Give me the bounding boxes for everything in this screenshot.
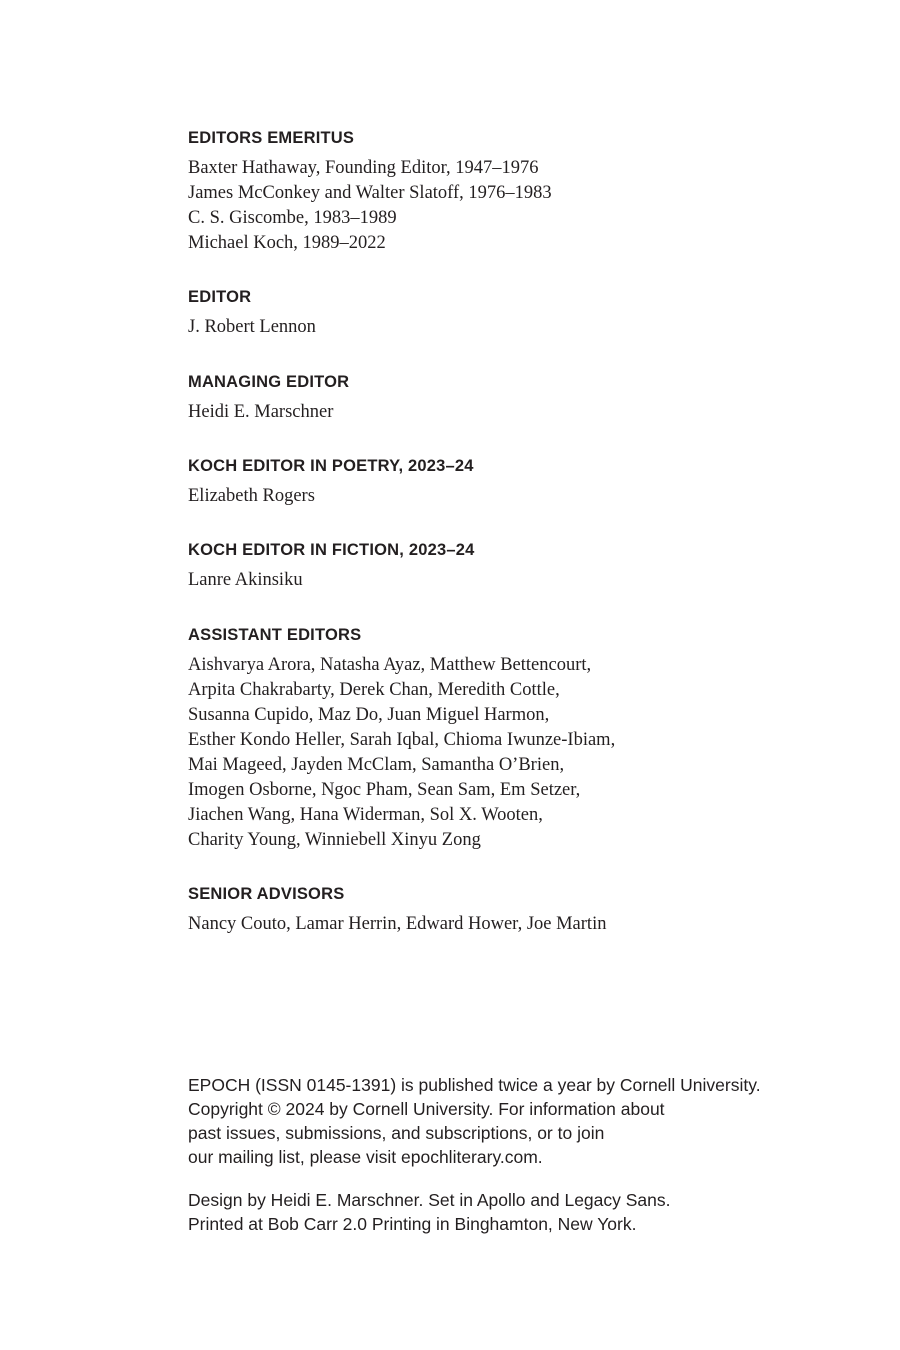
section-heading: KOCH EDITOR IN POETRY, 2023–24 (188, 457, 474, 475)
section-assistant-editors (188, 625, 848, 853)
section-heading: EDITOR (188, 288, 252, 306)
masthead-line: Imogen Osborne, Ngoc Pham, Sean Sam, Em Setzer, (188, 780, 581, 800)
colophon-publication (188, 1073, 848, 1169)
masthead-line: Aishvarya Arora, Natasha Ayaz, Matthew Bettencourt, (188, 655, 592, 675)
masthead-line: Nancy Couto, Lamar Herrin, Edward Hower, Joe Martin (188, 914, 607, 934)
masthead-line: Baxter Hathaway, Founding Editor, 1947–1976 (188, 158, 539, 178)
section-koch-fiction (188, 540, 848, 593)
masthead-line: Heidi E. Marschner (188, 402, 334, 422)
colophon-line: past issues, submissions, and subscriptions, or to join (188, 1123, 605, 1143)
colophon-line: EPOCH (ISSN 0145-1391) is published twice a year by Cornell University. (188, 1075, 761, 1095)
masthead-line: Jiachen Wang, Hana Widerman, Sol X. Wooten, (188, 805, 543, 825)
masthead-line: Mai Mageed, Jayden McClam, Samantha O’Brien, (188, 755, 565, 775)
colophon-line: our mailing list, please visit epochliterary.com. (188, 1147, 543, 1167)
masthead-line: J. Robert Lennon (188, 317, 316, 337)
colophon-line: Design by Heidi E. Marschner. Set in Apollo and Legacy Sans. (188, 1190, 671, 1210)
section-heading: ASSISTANT EDITORS (188, 626, 362, 644)
section-editors-emeritus (188, 128, 848, 256)
masthead-line: Charity Young, Winniebell Xinyu Zong (188, 830, 481, 850)
masthead-line: Susanna Cupido, Maz Do, Juan Miguel Harmon, (188, 705, 550, 725)
colophon-design (188, 1188, 848, 1236)
section-heading: EDITORS EMERITUS (188, 129, 355, 147)
section-managing-editor (188, 372, 848, 425)
colophon-line: Printed at Bob Carr 2.0 Printing in Binghamton, New York. (188, 1214, 637, 1234)
section-heading: KOCH EDITOR IN FICTION, 2023–24 (188, 541, 475, 559)
colophon-line: Copyright © 2024 by Cornell University. For information about (188, 1099, 665, 1119)
section-senior-advisors (188, 884, 848, 937)
section-heading: MANAGING EDITOR (188, 373, 350, 391)
section-koch-poetry (188, 456, 848, 509)
masthead-line: Esther Kondo Heller, Sarah Iqbal, Chioma Iwunze-Ibiam, (188, 730, 616, 750)
masthead-line: Lanre Akinsiku (188, 570, 303, 590)
masthead-line: Michael Koch, 1989–2022 (188, 233, 386, 253)
section-heading: SENIOR ADVISORS (188, 885, 345, 903)
masthead-line: Elizabeth Rogers (188, 486, 315, 506)
masthead-line: C. S. Giscombe, 1983–1989 (188, 208, 397, 228)
masthead-line: James McConkey and Walter Slatoff, 1976–1983 (188, 183, 552, 203)
masthead-line: Arpita Chakrabarty, Derek Chan, Meredith Cottle, (188, 680, 560, 700)
section-editor (188, 287, 848, 340)
